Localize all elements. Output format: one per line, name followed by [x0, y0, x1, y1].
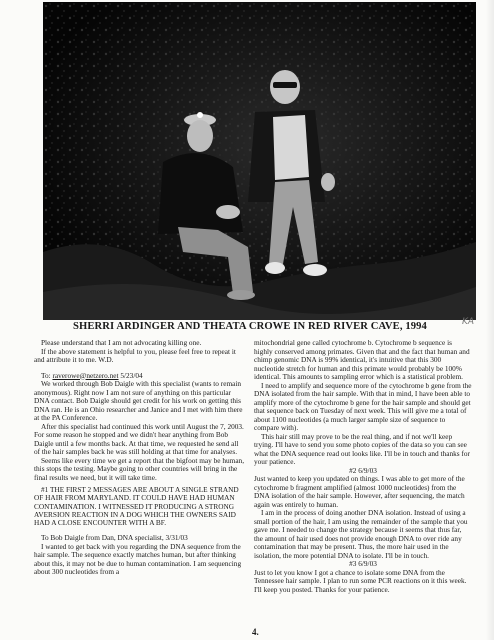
cave-photo-image [43, 2, 476, 320]
left-column [34, 339, 246, 577]
to-date: 5/23/04 [118, 370, 143, 380]
left-para-4: After this specialist had continued this work until August the 7, 2003. For some reason he stopped and we didn't hear anything from Bob Daigle until a few months back. At that time, we requested he send all of the hair samples back he was still holding at that time for analyses. [34, 421, 244, 456]
photo-caption: SHERRI ARDINGER AND THEATA CROWE IN RED RIVER CAVE, 1994 [73, 321, 427, 332]
to-label: To: [41, 370, 53, 380]
message-heading-2: #2 6/9/03 [349, 465, 377, 475]
left-para-3: We worked through Bob Daigle with this specialist (wants to remain anonymous). Right now I am not sure of anything on this particular DNA contact. Bob Daigle should get credit for his work on getting this DNA ran. He is an Ohio researcher and Janice and I met with him there at the PA Conference. [34, 379, 243, 422]
email-link[interactable]: raverowe@netzero.net [52, 370, 119, 380]
paper-edge-shadow [486, 0, 494, 640]
left-para-caps: #1 THE FIRST 2 MESSAGES ARE ABOUT A SINGLE STRAND OF HAIR FROM MARYLAND. IT COULD HAVE HAD HUMAN CONTAMINATION. I WITNESSED IT PRODUCING A STRONG AVERSION REACTION IN A DOG WHICH THE OWNERS SAID HAD A CLOSE ENCOUNTER WITH A BF. [34, 485, 239, 528]
left-para-2: If the above statement is helpful to you, please feel free to repeat it and attribute it to me. W.D. [34, 346, 236, 364]
left-para-1: Please understand that I am not advocating killing one. [41, 338, 202, 347]
right-para-3: This hair still may prove to be the real thing, and if not we'll keep trying. I'll have to send you some photo copies of the data so you can see what the DNA sequence read out looks like. I'll be in touch and thanks for your patience. [254, 431, 470, 466]
left-para-8: I wanted to get back with you regarding the DNA sequence from the hair sample. The sequence exactly matches human, but after thinking about this, it may not be due to human contamination. I am sequencing about 300 nucleotides from a [34, 541, 242, 577]
right-para-6: Just to let you know I got a chance to isolate some DNA from the Tennessee hair sample. I plan to run some PCR reactions on it this week. I'll keep you posted. Thanks for your patience. [254, 567, 467, 594]
handwritten-initials: KA [462, 317, 475, 327]
right-para-4: Just wanted to keep you updated on things. I was able to get more of the cytochrome b fragment amplified (almost 1000 nucleotides) from the DNA isolation of the hair sample. However, after sequencing, the match again was entirely to human. [254, 474, 465, 509]
right-para-2: I need to amplify and sequence more of the cytochrome b gene from the DNA isolated from the hair sample. With that in mind, I have been able to amplify more of the cytochrome b gene for the hair sample and should get that sequence back on Tuesday of next week. This will give me a total of about 1100 nucleotides (a much larger sample size of sequence to compare with). [254, 380, 472, 432]
left-para-5: Seems like every time we get a report that the bigfoot may be human, this stops the testing. Maybe going to other countries will bring in the final results we need, but it will take time. [34, 455, 245, 482]
right-column [254, 339, 472, 594]
cave-photo [43, 2, 476, 320]
message-heading-3: #3 6/9/03 [349, 559, 377, 568]
left-para-7: To Bob Daigle from Dan, DNA specialist, 3/31/03 [41, 533, 188, 543]
page-number: 4. [252, 627, 259, 637]
right-para-5: I am in the process of doing another DNA isolation. Instead of using a small portion of the hair, I am using the remainder of the sample that you gave me. I needed to change the strategy because it seems that thus far, the amount of hair used does not provide enough DNA to over ride any contamination that may be present. Thus, the more hair used in the isolation, the more potential DNA to isolate. I'll be in touch. [254, 508, 468, 560]
right-para-1: mitochondrial gene called cytochrome b. Cytochrome b sequence is highly conserved among primates. Given that and the fact that human and chimp genomic DNA is 99% identical, it's intuitive that this 300 nucleotide stretch for human and this primate would probably be 100% identical. This amounts to sampling error which is a statistical problem. [254, 338, 470, 381]
